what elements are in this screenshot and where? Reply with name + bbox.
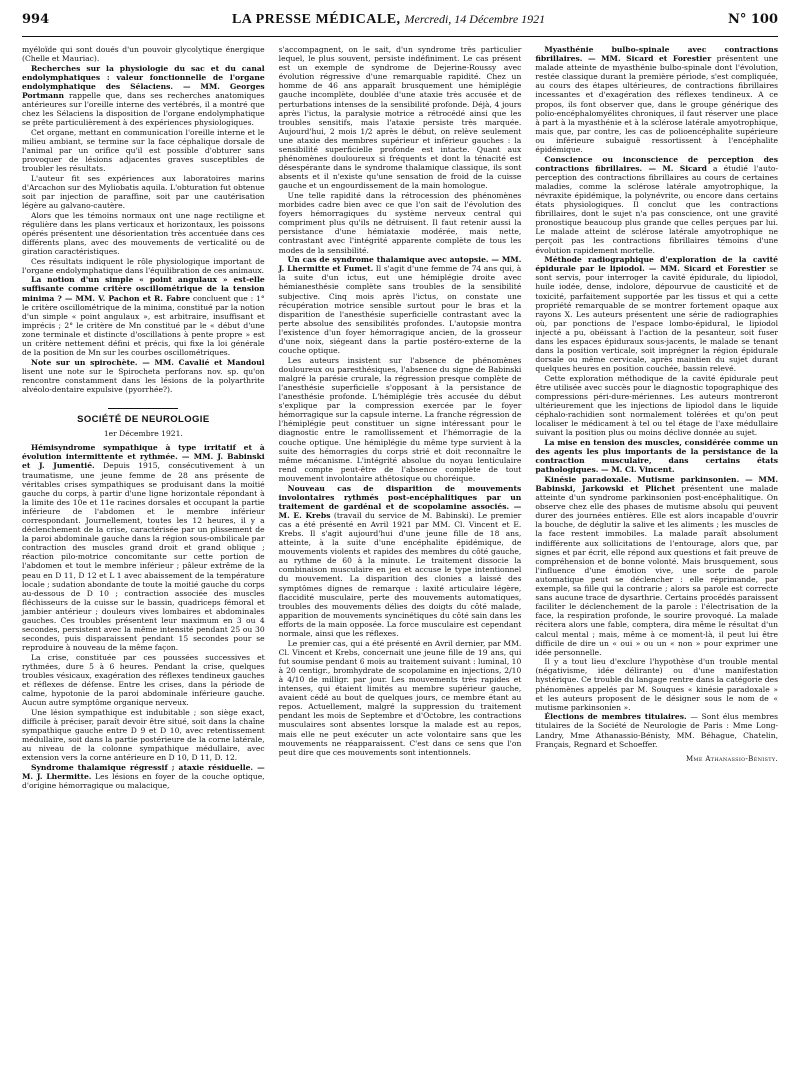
paragraph: s'accompagnent, on le sait, d'un syndrome très particulier lequel, le plus souvent, persiste indéfiniment. Le cas présent est un exemple de syndrome de Dejerine-Roussy avec évolution régressive d'une remarquable rapidité. Chez un homme de 46 ans apparaît brusquement une hémiplégie gauche incomplète, doublée d'une ataxie très accusée et de perturbations intenses de la sensibilité profonde. Déjà, 4 jours après l'ictus, la paralysie motrice a rétrocédé ainsi que les troubles sensitifs, mais l'ataxie persiste très marquée. Aujourd'hui, 2 mois 1/2 après le début, on relève seulement une ataxie des membres supérieur et inférieur gauches : la sensibilité superficielle profonde est intacte. Quant aux phénomènes douloureux si fréquents et dont la ténacité est désespérante dans le syndrome thalamique classique, ils sont absents et il n'existe qu'une sensation de froid de la cuisse gauche et un engourdissement de la main homologue. bbox=[278, 45, 522, 191]
article-krebs bbox=[279, 484, 522, 639]
article-sicard-forestier-myasthenie bbox=[535, 45, 778, 154]
article-title: Syndrome thalamique régressif ; ataxie résiduelle. — M. J. Lhermitte. bbox=[22, 763, 265, 782]
article-title: Nouveau cas de disparition de mouvements involontaires rythmés post-encéphalitiques par un traitement de gardénal et de scopolamine associés. — M. E. Krebs bbox=[278, 483, 522, 520]
paragraph: Les auteurs insistent sur l'absence de phénomènes douloureux ou paresthésiques, l'absence du signe de Babinski malgré la parésie crurale, la régression presque complète de l'anesthésie superficielle s'opposant à la persistance de l'anesthésie profonde. L'hémiplégie très accusée du début s'explique par la compression exercée par le foyer hémorragique sur la capsule interne. La franche régression de l'hémiplégie peut constituer un signe intéressant pour le diagnostic entre le ramollissement et l'hémorragie de la couche optique. Une hémiplégie du même type survient à la suite des hémorragies du corps strié et doit reconnaître le même mécanisme. L'intégrité absolue du noyau lenticulaire rend compte peut-être de l'absence complète de tout mouvement involontaire athétosique ou choréique. bbox=[278, 355, 522, 483]
paragraph: Cet organe, mettant en communication l'oreille interne et le milieu ambiant, se termine sur la face céphalique dorsale de l'animal par un orifice qu'il est possible d'obturer sans provoquer de lésions adjacentes graves susceptibles de troubler les résultats. bbox=[22, 127, 265, 174]
article-sicard-forestier-lipiodol bbox=[535, 255, 778, 373]
article-portmann bbox=[22, 64, 265, 128]
article-pachon-fabre bbox=[22, 275, 265, 357]
section-date: 1er Décembre 1921. bbox=[103, 429, 183, 439]
article-babinski-jumentie bbox=[22, 443, 265, 652]
columns bbox=[22, 45, 778, 790]
article-text: se sont servis, pour interroger la cavité épidurale, du lipiodol, huile iodée, dense, indolore, dépourvue de causticité et de toxicité, parfaitement supportée par les tissus et qui a cette propriété remarquable de se montrer fortement opaque aux rayons X. Les auteurs présentent une série de radiographies où, par ponctions de l'espace lombo-épidural, le lipiodol injecté a pu, obéissant à l'action de la pesanteur, soit fuser dans les espaces épiduraux sous-jacents, le malade se tenant dans la position verticale, soit imprégner la région épidurale dorsale ou même cervicale, après maintien du sujet durant quelques heures en position couchée, bassin relevé. bbox=[535, 264, 779, 374]
article-text: concluent que : 1° le critère oscillométrique de la minima, constitué par la notion d'un simple « point angulaux », est arbitraire, insuffisant et imprécis ; 2° le critère de Mn constitué par le « début d'une zone terminale et distincte d'oscillations à pente propre » est un critère nettement défini et précis, qui fixe la loi générale de la position de Mn sur les courbes oscillométriques. bbox=[22, 293, 265, 358]
article-text: Depuis 1915, consécutivement à un traumatisme, une jeune femme de 28 ans présente de véritables crises sympathiques se produisant dans la moitié gauche du corps, à partir d'une ligne horizontale répondant à la limite des 10e et 11e racines dorsales et occupant la partie inférieure de l'abdomen et le membre inférieur correspondant. Journellement, toutes les 12 heures, il y a déclenchement de la crise, caractérisée par un plissement de la paroi abdominale gauche dans la région sous-ombilicale par contraction des muscles grand droit et grand oblique ; réaction pilo-motrice concomitante sur cette portion de l'abdomen et tout le membre inférieur ; pâleur extrême de la peau en D 11, D 12 et L 1 avec abaissement de la température locale ; sudation abondante de toute la moitié gauche du corps au-dessous de D 10 ; contraction associée des muscles fléchisseurs de la cuisse sur le bassin, quadriceps fémoral et jambier antérieur ; douleurs vives lombaires et abdominales gauches. Ces troubles présentent leur maximum en 3 ou 4 secondes, persistent avec la même intensité pendant 25 ou 30 secondes, puis disparaissent pendant 15 secondes pour se reproduire à nouveau de la même façon. bbox=[22, 461, 265, 653]
article-title: Kinésie paradoxale. Mutisme parkinsonien. — MM. Babinski, Jarkowski et Plichet bbox=[535, 474, 779, 493]
author-signature: Mme Athanassio-Bénisty. bbox=[685, 754, 779, 763]
article-text: Les lésions en foyer de la couche optique, d'origine hémorragique ou malacique, bbox=[22, 772, 265, 791]
article-title: Un cas de syndrome thalamique avec autopsie. — MM. J. Lhermitte et Fumet. bbox=[278, 255, 522, 274]
article-title: Recherches sur la physiologie du sac et du canal endolymphatiques : valeur fonctionnelle de l'organe endolymphatique des Sélaciens. — MM. Georges Portmann bbox=[22, 63, 265, 100]
article-title: Hémisyndrome sympathique à type irritatif et à évolution intermittente et rythmée. — MM. J. Babinski et J. Jumentié. bbox=[22, 443, 265, 471]
section-title: SOCIÉTÉ DE NEUROLOGIE bbox=[77, 414, 210, 426]
issue-date: Mercredi, 14 Décembre 1921 bbox=[404, 12, 546, 26]
article-lhermitte bbox=[22, 763, 265, 790]
paragraph: Une telle rapidité dans la rétrocession des phénomènes morbides cadre bien avec ce que l'on sait de l'évolution des foyers hémorragiques du système nerveux central qui compriment plus qu'ils ne détruisent. Il faut retenir aussi la persistance d'une hémiataxie modérée, mais nette, contrastant avec l'intégrité apparente complète de tous les modes de la sensibilité. bbox=[278, 191, 522, 255]
page-number: 994 bbox=[22, 12, 50, 27]
paragraph: Le premier cas, qui a été présenté en Avril dernier, par MM. Cl. Vincent et Krebs, concernait une jeune fille de 19 ans, qui fut soumise pendant 6 mois au traitement suivant : luminal, 10 à 20 centigr., bromhydrate de scopolamine en injections, 2/10 à 4/10 de milligr. par jour. Les mouvements très rapides et intenses, qui étaient limités au membre supérieur gauche, avaient cédé au bout de quelques jours, ce membre étant au repos. Actuellement, malgré la suppression du traitement pendant les mois de Septembre et d'Octobre, les contractions musculaires sont absentes lorsque la malade est au repos, mais elle ne peut exécuter un acte volontaire sans que les mouvements ne réapparaissent. C'est dans ce sens que l'on peut dire que ces mouvements sont intentionnels. bbox=[278, 638, 522, 757]
column-1 bbox=[22, 45, 265, 790]
section-heading bbox=[22, 408, 265, 424]
article-text: présentent une malade atteinte d'un syndrome parkinsonien post-encéphalitique. On observe chez elle des phases de mutisme absolu qui peuvent durer des journées entières. Elle est alors incapable d'ouvrir la bouche, de déglutir la salive et les aliments ; les muscles de la face restent immobiles. La malade paraît absolument indifférente aux sollicitations de l'entourage, alors que, par signes et par écrit, elle répond aux questions et fait preuve de compréhension et de bonne volonté. Mais brusquement, sous l'influence d'une émotion vive, une sorte de parole automatique peut se déclencher : elle réprimande, par exemple, sa fille qui la contrarie ; alors sa parole est correcte sans aucune trace de dysarthrie. Certains procédés paraissent faciliter le déclenchement de la parole : l'électrisation de la face, la respiration profonde, le sourire provoqué. La malade récitera alors une fable, comptera, dira même le résultat d'un calcul mental ; mais, même à ce moment-là, il peut lui être difficile de dire un « oui » ou un « non » pour exprimer une idée personnelle. bbox=[535, 484, 779, 657]
article-elections bbox=[535, 712, 778, 748]
journal-title bbox=[232, 12, 545, 28]
article-title: Note sur un spirochète. — MM. Cavalié et Mandoul bbox=[31, 357, 265, 367]
paragraph: La crise, constituée par ces poussées successives et rythmées, dure 5 à 6 heures. Pendant la crise, quelques troubles vésicaux, exagération des réflexes tendineux gauches et réflexes de défense. Entre les crises, dans la période de calme, hypotonie de la paroi abdominale inférieure gauche. Aucun autre symptôme organique nerveux. bbox=[22, 652, 265, 708]
article-title: Myasthénie bulbo-spinale avec contractions fibrillaires. — MM. Sicard et Forestier bbox=[535, 45, 779, 64]
article-title: Élections de membres titulaires. bbox=[544, 712, 687, 722]
article-title: Conscience ou inconscience de perception des contractions fibrillaires. — M. Sicard bbox=[535, 154, 779, 173]
page-header bbox=[22, 12, 778, 37]
paragraph: myéloïde qui sont doués d'un pouvoir glycolytique énergique (Chelle et Mauriac). bbox=[22, 45, 265, 64]
article-vincent: La mise en tension des muscles, considérée comme un des agents les plus importants de la persistance de la contraction musculaire, dans certains états pathologiques. — M. Cl. Vincent. bbox=[535, 438, 779, 475]
paragraph: Une lésion sympathique est indubitable ; son siège exact, difficile à préciser, paraît devoir être situé, soit dans la chaîne sympathique gauche entre D 9 et D 10, avec retentissement médullaire, soit dans la partie postérieure de la corne latérale, au niveau de la colonne sympathique médullaire, avec extension vers la corne antérieure en D 10, D 11, D. 12. bbox=[22, 707, 265, 763]
journal-name: LA PRESSE MÉDICALE, bbox=[231, 12, 401, 27]
article-text: a étudié l'auto-perception des contractions fibrillaires au cours de certaines maladies, comme la sclérose latérale amyotrophique, la névraxite épidémique, la polynévrite, ou encore dans certains états physiologiques. Il conclut que les contractions fibrillaires, dont le sujet n'a pas conscience, ont une gravité pronostique beaucoup plus grande que celles perçues par lui. Le malade atteint de sclérose latérale amyotrophique ne perçoit pas les contractions fibrillaires témoins d'une évolution rapidement mortelle. bbox=[535, 163, 779, 255]
paragraph: Ces résultats indiquent le rôle physiologique important de l'organe endolymphatique dans l'équilibration de ces animaux. bbox=[22, 256, 265, 275]
column-3 bbox=[535, 45, 778, 790]
article-lhermitte-fumet bbox=[279, 255, 522, 355]
paragraph: L'auteur fit ses expériences aux laboratoires marins d'Arcachon sur des Myliobatis aquila. L'obturation fut obtenue soit par injection de paraffine, soit par une cautérisation légère au galvano-cautère. bbox=[22, 173, 265, 211]
paragraph: Cette exploration méthodique de la cavité épidurale peut être utilisée avec succès pour le diagnostic topographique des compressions péri-dure-mériennes. Les auteurs montreront ultérieurement que les injections de lipiodol dans le liquide céphalo-rachidien sont normalement tolérées et qu'on peut localiser le médicament à tel ou tel étage de l'axe médullaire suivant la position plus ou moins déclive donnée au sujet. bbox=[535, 373, 779, 438]
section-rule bbox=[108, 408, 178, 409]
article-text: Il s'agit d'une femme de 74 ans qui, à la suite d'un ictus, eut une hémiplégie droite avec hémianesthésie complète sans troubles de la sensibilité subjective. Cinq mois après l'ictus, on constate une récupération motrice sensible surtout pour le bras et la disparition de l'anesthésie superficielle contrastant avec la perte absolue des sensibilités profondes. L'autopsie montra l'existence d'un foyer hémorragique ancien, de la grosseur d'une noix, siégeant dans la partie postéro-externe de la couche optique. bbox=[278, 264, 522, 356]
article-text: — Sont élus membres titulaires de la Société de Neurologie de Paris : Mme Long-Landry, Mme Athanassio-Bénisty, MM. Béhague, Chatelin, Français, Regnard et Schoeffer. bbox=[535, 712, 779, 749]
article-title: Méthode radiographique d'exploration de la cavité épidurale par le lipiodol. — MM. Sicard et Forestier bbox=[535, 255, 779, 274]
article-sicard-conscience bbox=[535, 155, 778, 255]
article-spirochete bbox=[22, 358, 265, 394]
paragraph: Il y a tout lieu d'exclure l'hypothèse d'un trouble mental (négativisme, idée délirante) ou d'une manifestation hystérique. Ce trouble du langage rentre dans la catégorie des phénomènes appelés par M. Souques « kinésie paradoxale » et les auteurs proposent de le désigner sous le nom de « mutisme parkinsonien ». bbox=[535, 657, 779, 712]
article-kinesie-paradoxale bbox=[535, 475, 778, 657]
article-title: La notion d'un simple « point angulaux » est-elle suffisante comme critère oscillométrique de la tension minima ? — MM. V. Pachon et R. Fabre bbox=[22, 275, 265, 303]
column-2 bbox=[279, 45, 522, 790]
article-text: lisent une note sur le Spirocheta perforans nov. sp. qu'on rencontre constamment dans les lésions de la polyarthrite alvéolo-dentaire expulsive (pyorrhée?). bbox=[22, 366, 265, 394]
article-text: rappelle que, dans ses recherches anatomiques antérieures sur l'oreille interne des vertébrés, il a montré que chez les Sélaciens la disposition de l'organe endolymphatique se prête particulièrement à des expériences physiologiques. bbox=[22, 90, 265, 128]
article-text: présentent une malade atteinte de myasthénie bulbo-spinale dont l'évolution, restée classique durant la première période, s'est compliquée, au cours des étapes ultérieures, de contractions fibrillaires incessantes et d'exagération des réflexes tendineux. A ce propos, ils font observer que, dans le groupe générique des polio-encéphalomyélites chroniques, il faut réserver une place à part à la myasthénie et à la sclérose latérale amyotrophique, mais que, par contre, les cas de polioencéphalite supérieure ou inférieure subaiguë ressortissent à l'encéphalite épidémique. bbox=[535, 54, 779, 155]
issue-number: N° 100 bbox=[727, 12, 778, 27]
paragraph: Alors que les témoins normaux ont une nage rectiligne et régulière dans les plans verticaux et horizontaux, les poissons opérés présentent une désorientation très accentuée dans ces différents plans, avec des mouvements de verticalité ou de giration caractéristiques. bbox=[22, 210, 265, 257]
article-text: (travail du service de M. Babinski). Le premier cas a été présenté en Avril 1921 par MM. Cl. Vincent et E. Krebs. Il s'agit aujourd'hui d'une jeune fille de 18 ans, atteinte, à la suite d'une encéphalite épidémique, de mouvements violents et rapides des membres du côté gauche, au rythme de 60 à la minute. Le traitement dissocie la combinaison musculaire en jeu et accuse le type intentionnel du mouvement. La disparition des clonies a laissé des symptômes dignes de remarque : laxité articulaire légère, flaccidité musculaire, perte des mouvements automatiques, troubles des mouvements délies des doigts du côté malade, apparition de mouvements syncinétiques du côté sain dans les efforts de la main opposée. La force musculaire est cependant normale, ainsi que les réflexes. bbox=[278, 510, 522, 638]
